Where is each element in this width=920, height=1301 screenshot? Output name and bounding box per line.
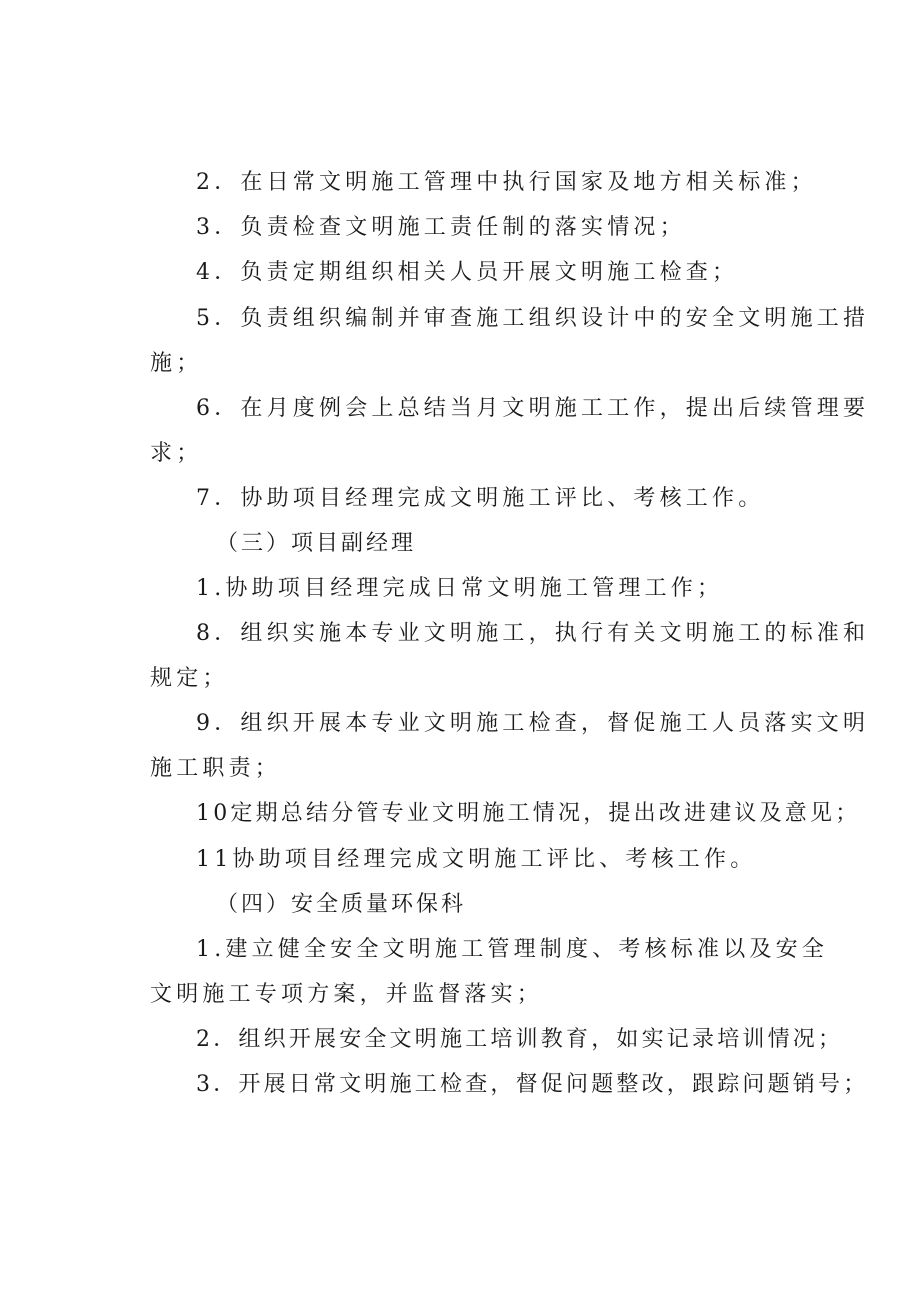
list-item-continuation: 施；	[150, 351, 203, 376]
list-item: 9．组织开展本专业文明施工检查，督促施工人员落实文明	[196, 711, 870, 736]
list-item: 3．开展日常文明施工检查，督促问题整改，跟踪问题销号；	[196, 1072, 869, 1097]
list-item-continuation: 施工职责；	[150, 756, 282, 781]
list-item: 2．组织开展安全文明施工培训教育，如实记录培训情况；	[196, 1027, 844, 1052]
section-heading: （三）项目副经理	[216, 531, 417, 556]
list-item: 8．组织实施本专业文明施工，执行有关文明施工的标准和	[196, 621, 870, 646]
list-item: 5．负责组织编制并审查施工组织设计中的安全文明施工措	[196, 306, 870, 331]
list-item: 3．负责检查文明施工责任制的落实情况；	[196, 215, 686, 240]
list-item: 6．在月度例会上总结当月文明施工工作，提出后续管理要	[196, 396, 870, 421]
list-item-continuation: 规定；	[150, 666, 229, 691]
list-item-continuation: 求；	[150, 441, 203, 466]
list-item: 4．负责定期组织相关人员开展文明施工检查；	[196, 260, 739, 285]
list-item: 7．协助项目经理完成文明施工评比、考核工作。	[196, 486, 765, 511]
list-item: 2．在日常文明施工管理中执行国家及地方相关标准；	[196, 170, 817, 195]
list-item: 1.协助项目经理完成日常文明施工管理工作；	[196, 576, 724, 601]
list-item-continuation: 文明施工专项方案，并监督落实；	[150, 982, 544, 1007]
list-item: 11协助项目经理完成文明施工评比、考核工作。	[196, 847, 757, 872]
list-item: 10定期总结分管专业文明施工情况，提出改进建议及意见；	[196, 801, 861, 826]
list-item: 1.建立健全安全文明施工管理制度、考核标准以及安全	[196, 937, 828, 962]
section-heading: （四）安全质量环保科	[216, 892, 467, 917]
